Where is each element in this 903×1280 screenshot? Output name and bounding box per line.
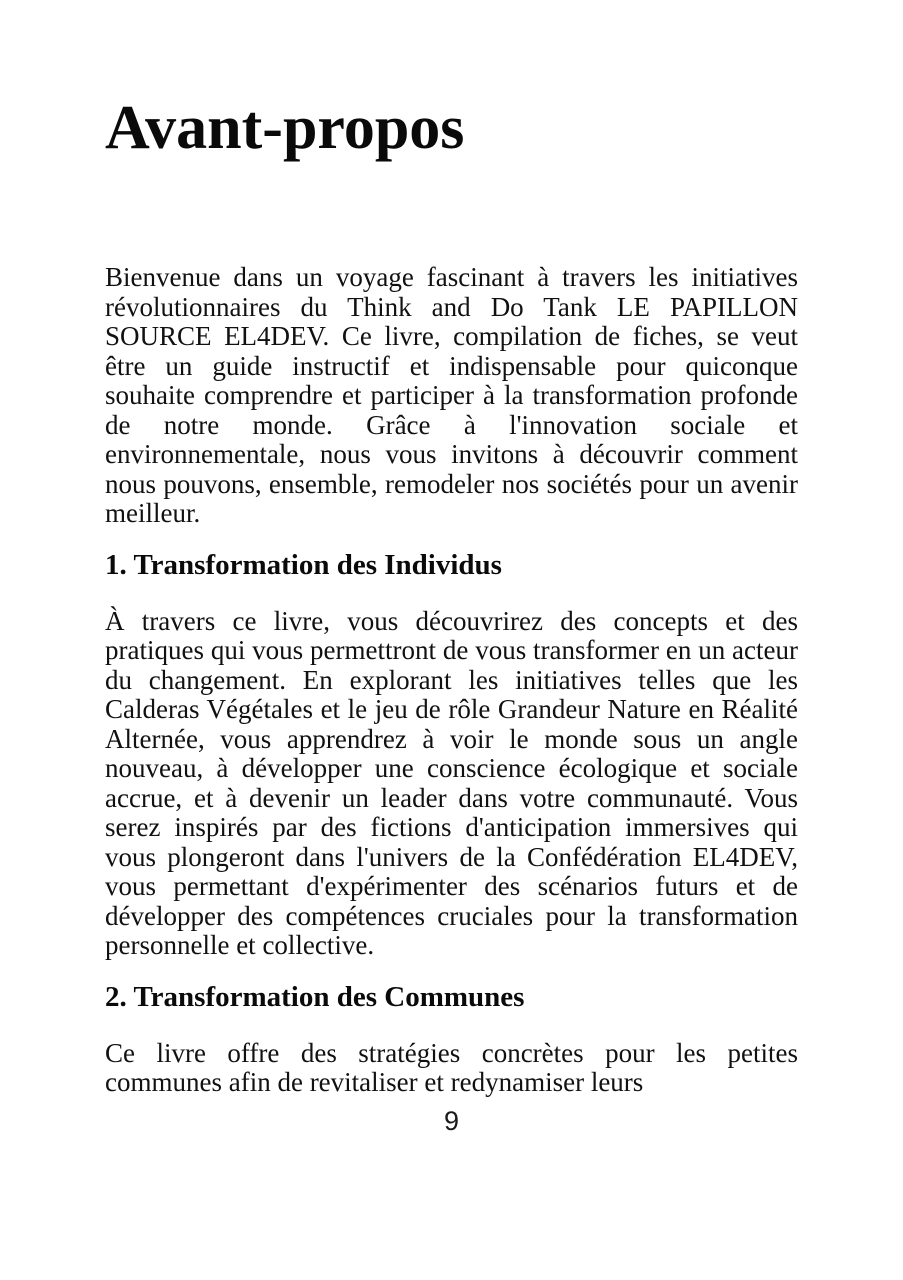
section-body-individus: À travers ce livre, vous découvrirez des concepts et des pratiques qui vous permettront de vous transformer en un acteur du changement. En explorant les initiatives telles que les Calderas Végétales et le jeu de rôle Grandeur Nature en Réalité Alternée, vous apprendrez à voir le monde sous un angle nouveau, à développer une conscience écologique et sociale accrue, et à devenir un leader dans votre communauté. Vous serez inspirés par des fictions d'anticipation immersives qui vous plongeront dans l'univers de la Confédération EL4DEV, vous permettant d'expérimenter des scénarios futurs et de développer des compétences cruciales pour la transformation personnelle et collective.: [105, 605, 798, 960]
section-heading-individus: 1. Transformation des Individus: [105, 548, 502, 581]
intro-paragraph: Bienvenue dans un voyage fascinant à travers les initiatives révolutionnaires du Think and Do Tank LE PAPILLON SOURCE EL4DEV. Ce livre, compilation de fiches, se veut être un guide instructif et indispensable pour quiconque souhaite comprendre et participer à la transformation profonde de notre monde. Grâce à l'innovation sociale et environnementale, nous vous invitons à découvrir comment nous pouvons, ensemble, remodeler nos sociétés pour un avenir meilleur.: [105, 262, 798, 528]
page-title: Avant-propos: [105, 94, 465, 162]
section-body-communes: Ce livre offre des stratégies concrètes pour les petites communes afin de revitaliser et redynamiser leurs: [105, 1037, 798, 1097]
page-number: 9: [443, 1105, 460, 1136]
section-heading-communes: 2. Transformation des Communes: [105, 980, 525, 1013]
